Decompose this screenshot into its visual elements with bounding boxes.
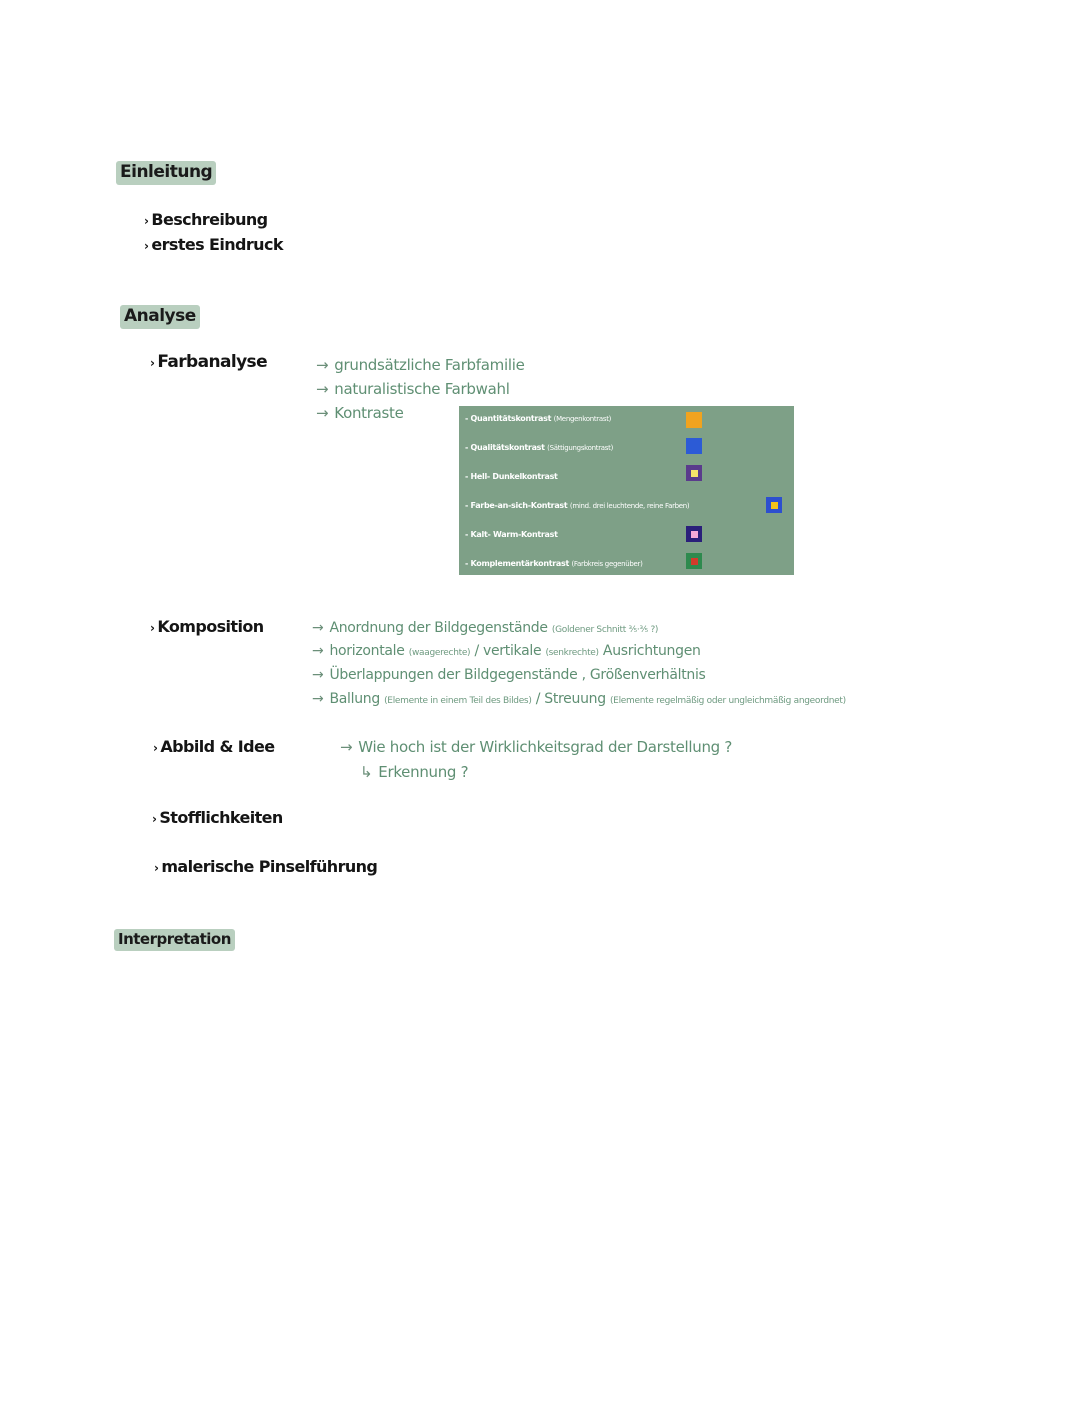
arrow-right-icon: → — [316, 356, 329, 374]
note-line: → Ballung (Elemente in einem Teil des Bildes) / Streuung (Elemente regelmäßig oder ungleichmäßig angeordnet) — [312, 691, 846, 707]
note-line: → Anordnung der Bildgegenstände (Goldener Schnitt ⅗·⅗ ?) — [312, 620, 659, 636]
note-line: → grundsätzliche Farbfamilie — [316, 356, 525, 374]
contrast-row: - Qualitätskontrast (Sättigungskontrast) — [465, 443, 614, 452]
bullet-icon: › — [144, 239, 149, 253]
bullet-icon: › — [144, 214, 149, 228]
arrow-right-icon: → — [312, 643, 324, 659]
note-line: → horizontale (waagerechte) / vertikale (senkrechte) Ausrichtungen — [312, 643, 701, 659]
swatch-inner — [691, 558, 698, 565]
bullet-icon: › — [150, 356, 155, 370]
color-swatch-icon — [686, 526, 702, 542]
arrow-right-icon: → — [312, 667, 324, 683]
arrow-right-icon: → — [340, 738, 353, 756]
arrow-right-icon: → — [312, 620, 324, 636]
color-swatch-icon — [766, 497, 782, 513]
bullet-icon: › — [153, 741, 158, 755]
note-line: ↳ Erkennung ? — [360, 763, 469, 781]
swatch-inner — [691, 470, 698, 477]
return-arrow-icon: ↳ — [360, 763, 373, 781]
swatch-inner — [771, 502, 778, 509]
subheading-komposition: › Komposition — [150, 617, 264, 636]
contrast-row: - Hell- Dunkelkontrast — [465, 472, 558, 481]
contrast-row: - Farbe-an-sich-Kontrast (mind. drei leuchtende, reine Farben) — [465, 501, 690, 510]
swatch-inner — [691, 417, 698, 424]
list-item: › erstes Eindruck — [144, 235, 283, 254]
contrast-row: - Komplementärkontrast (Farbkreis gegenüber) — [465, 559, 643, 568]
subheading-farbanalyse: › Farbanalyse — [150, 352, 268, 372]
arrow-right-icon: → — [316, 404, 329, 422]
heading-analyse: Analyse — [120, 305, 200, 329]
subheading-pinselfuehrung: › malerische Pinselführung — [154, 857, 378, 876]
color-swatch-icon — [686, 553, 702, 569]
color-swatch-icon — [686, 438, 702, 454]
bullet-icon: › — [152, 812, 157, 826]
color-swatch-icon — [686, 465, 702, 481]
arrow-right-icon: → — [312, 691, 324, 707]
note-line: → Überlappungen der Bildgegenstände , Größenverhältnis — [312, 667, 706, 683]
subheading-stofflichkeiten: › Stofflichkeiten — [152, 808, 283, 827]
bullet-icon: › — [150, 621, 155, 635]
heading-einleitung: Einleitung — [116, 161, 216, 185]
list-item: › Beschreibung — [144, 210, 268, 229]
note-line: → Wie hoch ist der Wirklichkeitsgrad der Darstellung ? — [340, 738, 733, 756]
heading-interpretation: Interpretation — [114, 929, 235, 951]
color-swatch-icon — [686, 412, 702, 428]
bullet-icon: › — [154, 861, 159, 875]
note-line: → naturalistische Farbwahl — [316, 380, 510, 398]
contrast-table — [459, 406, 794, 575]
contrast-row: - Quantitätskontrast (Mengenkontrast) — [465, 414, 612, 423]
subheading-abbild-idee: › Abbild & Idee — [153, 737, 275, 756]
arrow-right-icon: → — [316, 380, 329, 398]
swatch-inner — [691, 531, 698, 538]
swatch-inner — [691, 443, 698, 450]
note-line: → Kontraste — [316, 404, 404, 422]
contrast-row: - Kalt- Warm-Kontrast — [465, 530, 558, 539]
